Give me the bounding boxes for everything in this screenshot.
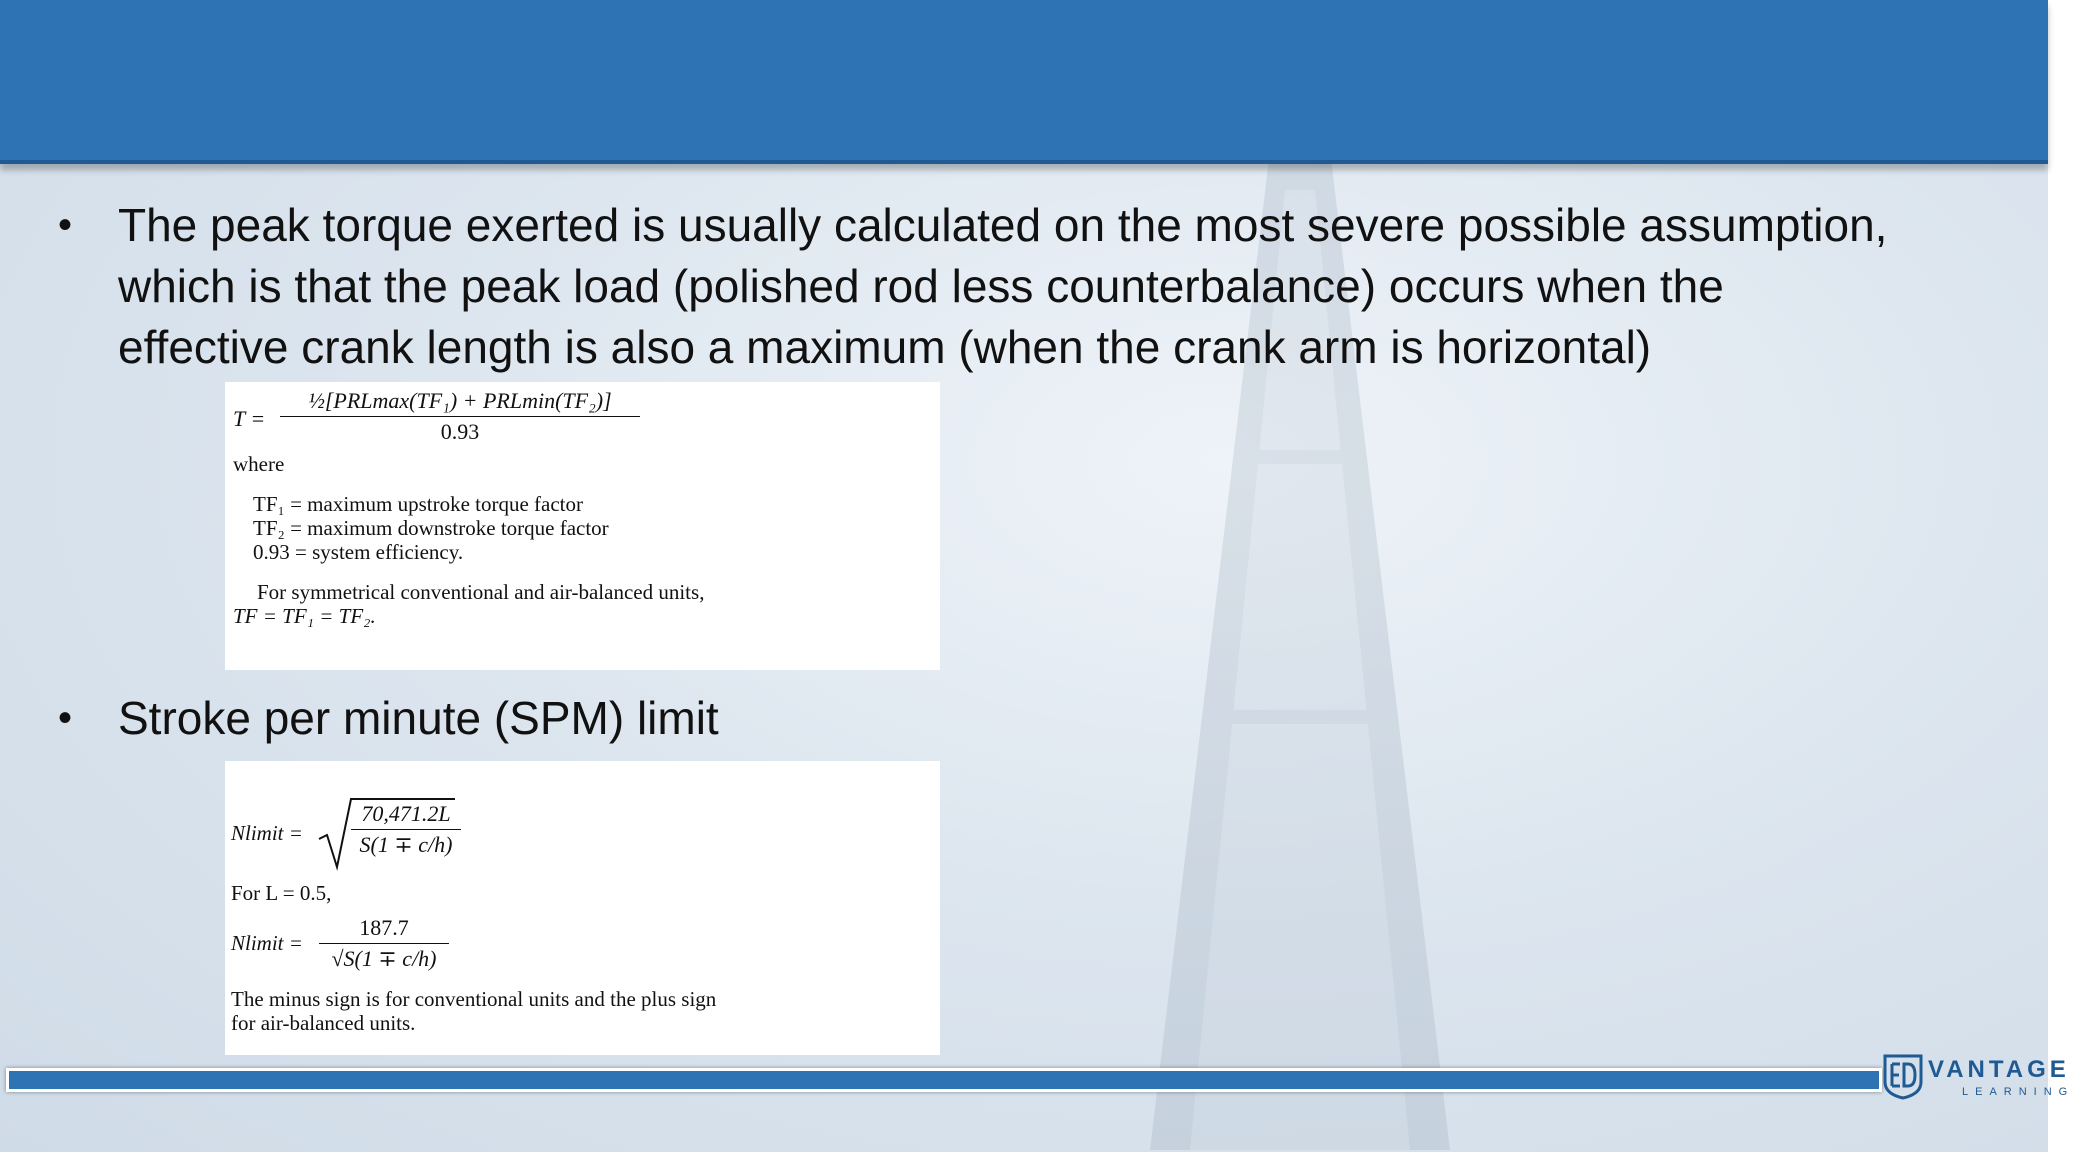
- for-l-line: For L = 0.5,: [231, 881, 332, 905]
- sign-note-line2: for air-balanced units.: [231, 1011, 416, 1035]
- tf1-definition: TF₁ = maximum upstroke torque factor: [253, 492, 584, 516]
- torque-formula-image: [225, 382, 940, 670]
- spm-formula-image: [225, 761, 940, 1055]
- efficiency-definition: 0.93 = system efficiency.: [253, 540, 464, 564]
- bullet-dot: •: [58, 203, 73, 247]
- nlimit-lhs: Nlimit =: [231, 821, 303, 845]
- where-label: where: [233, 452, 285, 476]
- bullet-line: Stroke per minute (SPM) limit: [118, 692, 719, 744]
- bullet-line: The peak torque exerted is usually calculated on the most severe possible assumption,: [118, 199, 1888, 251]
- spm-radicand: [351, 801, 461, 858]
- torque-denominator: 0.93: [440, 419, 480, 444]
- spm-fraction-2: [319, 915, 449, 972]
- footer-bar: [6, 1068, 1882, 1092]
- spm-radicand-numerator: 70,471.2L: [351, 801, 461, 830]
- torque-numerator: ½[PRLmax(TF₁) + PRLmin(TF₂)]: [280, 388, 640, 417]
- torque-fraction: [280, 388, 640, 445]
- tf-equality: TF = TF₁ = TF₂.: [233, 604, 376, 628]
- bullet-peak-torque: [56, 195, 1996, 378]
- tf2-definition: TF₂ = maximum downstroke torque factor: [253, 516, 609, 540]
- bullet-dot: •: [58, 696, 73, 740]
- bullet-line: which is that the peak load (polished rod less counterbalance) occurs when the: [118, 260, 1724, 312]
- spm-denominator-2: √S(1 ∓ c/h): [331, 946, 437, 971]
- nlimit-lhs-2: Nlimit =: [231, 931, 303, 955]
- bullet-spm-limit: [56, 688, 1996, 749]
- bullet-line: effective crank length is also a maximum (when the crank arm is horizontal): [118, 321, 1652, 373]
- logo-wordmark: VANTAGE: [1928, 1056, 2070, 1083]
- spm-numerator-2: 187.7: [319, 915, 449, 944]
- vantage-learning-logo: [1882, 1052, 2074, 1104]
- title-header-bar: [0, 0, 2048, 164]
- logo-subtitle: LEARNING: [1962, 1086, 2074, 1098]
- torque-lhs: T =: [233, 406, 266, 431]
- shield-logo-icon: [1882, 1052, 1924, 1100]
- sign-note-line1: The minus sign is for conventional units and the plus sign: [231, 987, 717, 1011]
- spm-radicand-denominator: S(1 ∓ c/h): [359, 832, 453, 857]
- symmetrical-note: For symmetrical conventional and air-balanced units,: [257, 580, 705, 604]
